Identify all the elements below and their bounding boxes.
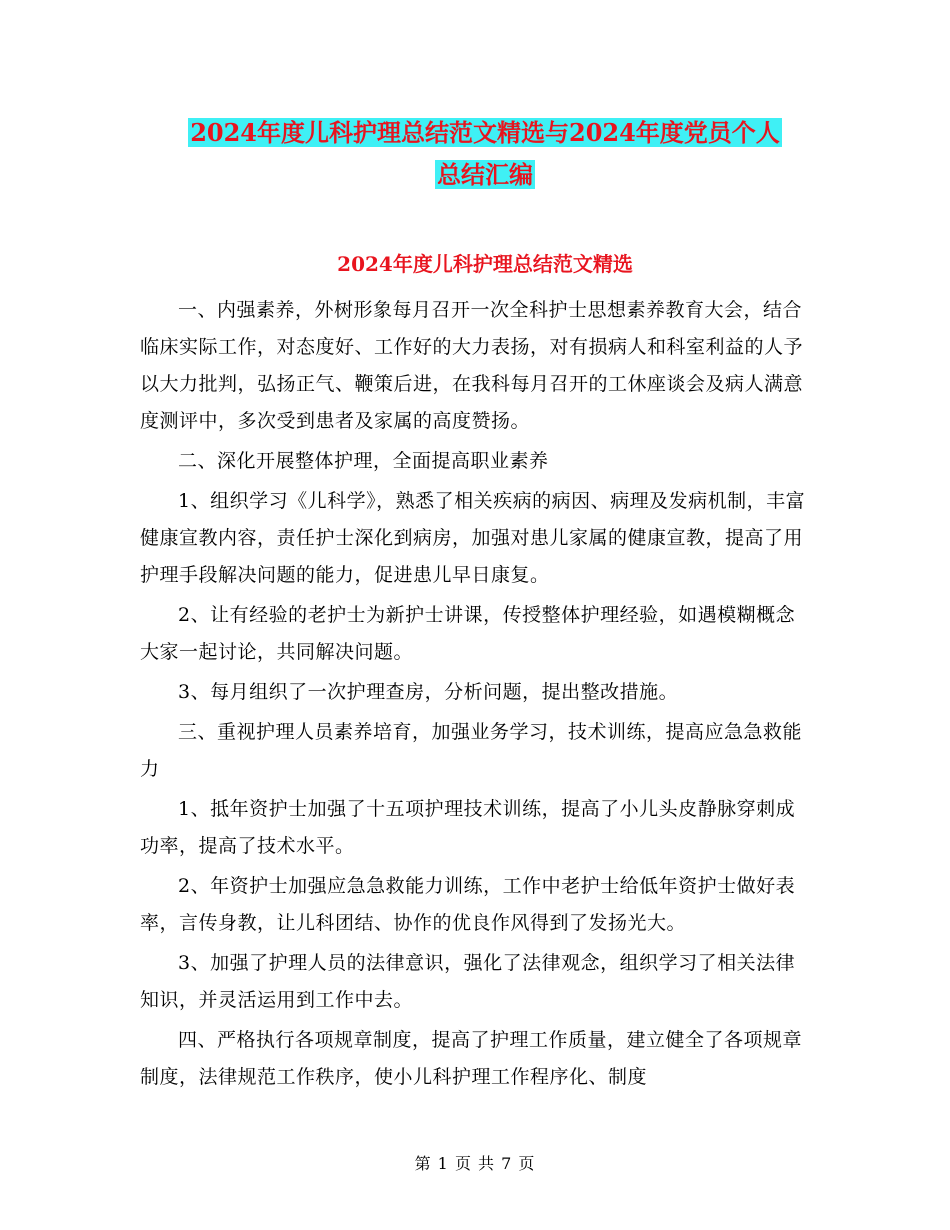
paragraph: 2、年资护士加强应急急救能力训练，工作中老护士给低年资护士做好表率，言传身教，让儿科团结、协作的优良作风得到了发扬光大。 bbox=[140, 875, 796, 934]
document-title bbox=[140, 112, 830, 196]
paragraph: 三、重视护理人员素养培育，加强业务学习，技术训练，提高应急急救能力 bbox=[140, 721, 803, 780]
page-number-footer: 第 1 页 共 7 页 bbox=[414, 1154, 536, 1173]
paragraph: 一、内强素养，外树形象每月召开一次全科护士思想素养教育大会，结合临床实际工作，对态度好、工作好的大力表扬，对有损病人和科室利益的人予以大力批判，弘扬正气、鞭策后进，在我科每月召开的工休座谈会及病人满意度测评中，多次受到患者及家属的高度赞扬。 bbox=[140, 299, 804, 432]
paragraph: 3、加强了护理人员的法律意识，强化了法律观念，组织学习了相关法律知识，并灵活运用到工作中去。 bbox=[140, 952, 796, 1011]
paragraph: 二、深化开展整体护理，全面提高职业素养 bbox=[178, 450, 549, 472]
paragraph: 2、让有经验的老护士为新护士讲课，传授整体护理经验，如遇模糊概念大家一起讨论，共同解决问题。 bbox=[140, 604, 796, 663]
paragraph: 1、抵年资护士加强了十五项护理技术训练，提高了小儿头皮静脉穿刺成功率，提高了技术水平。 bbox=[140, 798, 796, 857]
section-title: 2024年度儿科护理总结范文精选 bbox=[337, 252, 633, 276]
paragraph: 1、组织学习《儿科学》，熟悉了相关疾病的病因、病理及发病机制，丰富健康宣教内容，责任护士深化到病房，加强对患儿家属的健康宣教，提高了用护理手段解决问题的能力，促进患儿早日康复。 bbox=[140, 490, 806, 586]
document-title-line2: 总结汇编 bbox=[437, 160, 533, 189]
paragraph: 3、每月组织了一次护理查房，分析问题，提出整改措施。 bbox=[178, 681, 679, 703]
document-body bbox=[140, 292, 812, 1096]
document-title-line1: 2024年度儿科护理总结范文精选与2024年度党员个人 bbox=[190, 118, 780, 147]
paragraph: 四、严格执行各项规章制度，提高了护理工作质量，建立健全了各项规章制度，法律规范工作秩序，使小儿科护理工作程序化、制度 bbox=[140, 1029, 803, 1088]
